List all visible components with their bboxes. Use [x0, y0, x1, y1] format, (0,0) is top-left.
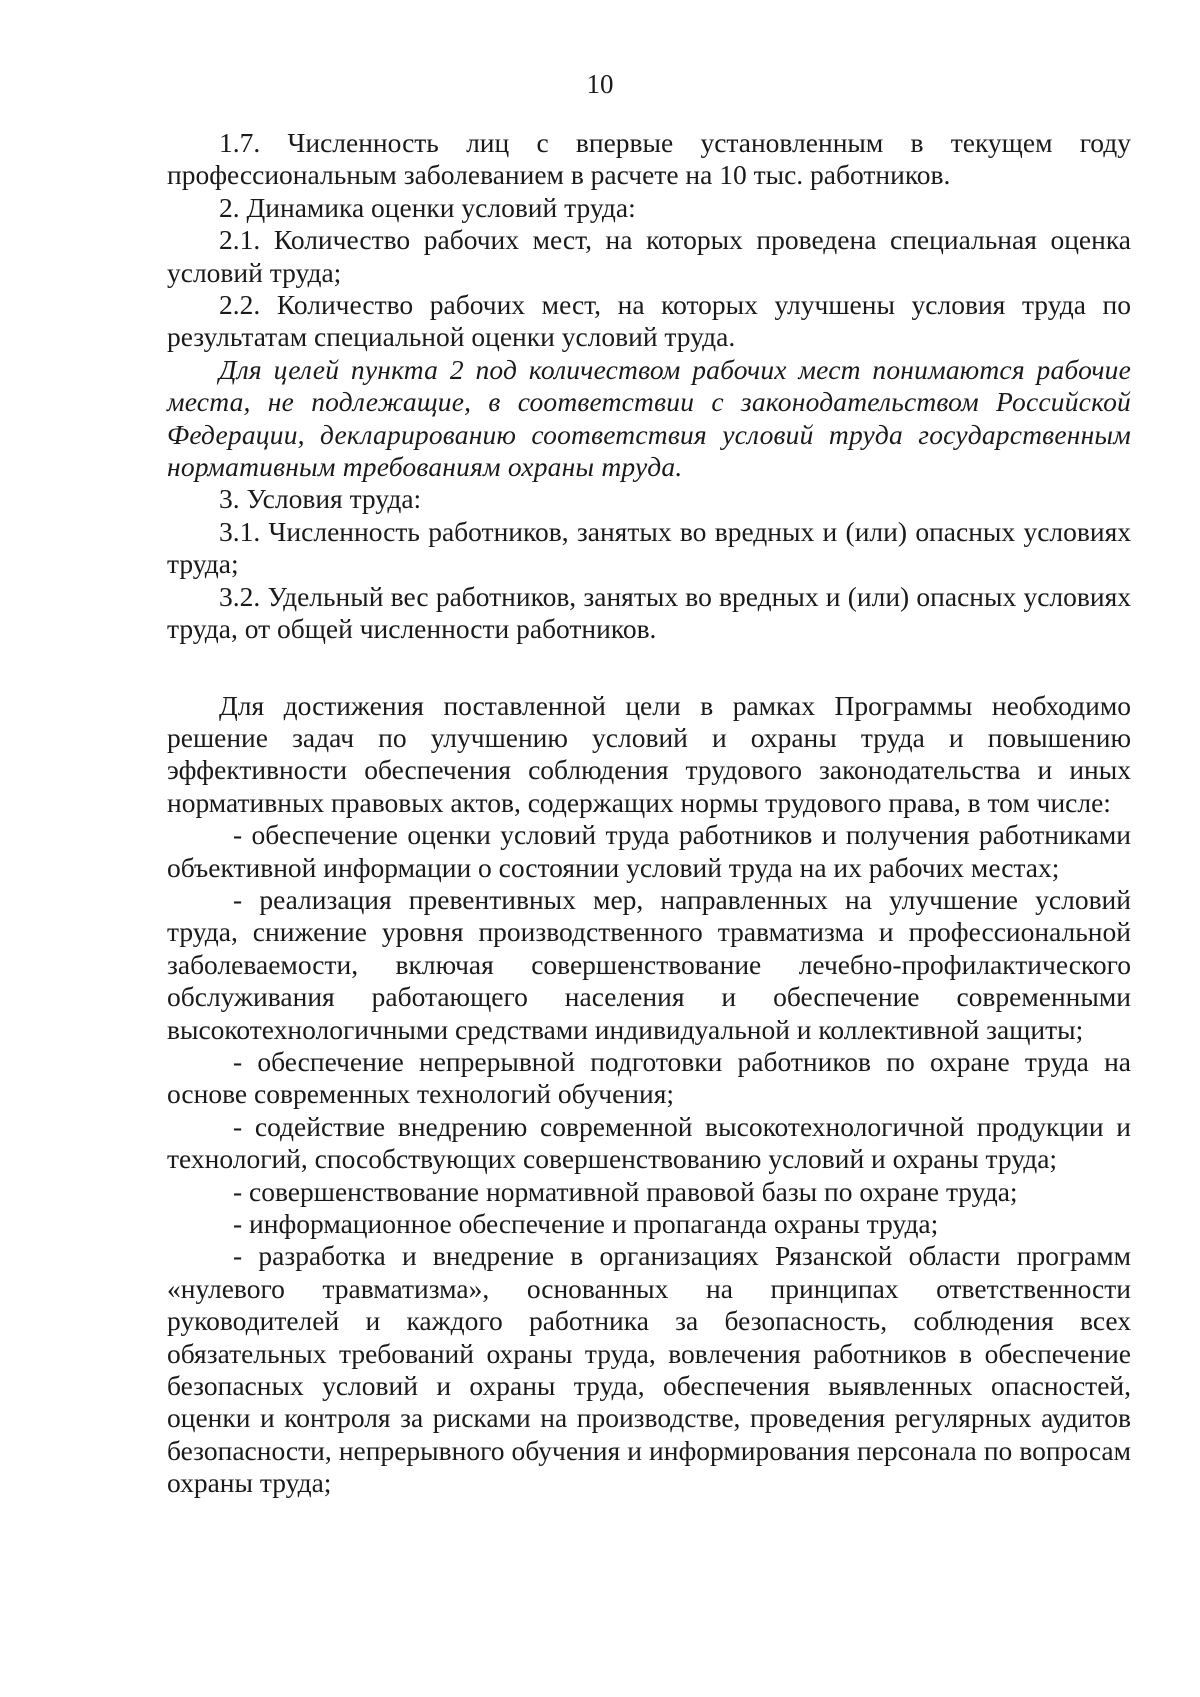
- task-list-item: - совершенствование нормативной правовой базы по охране труда;: [233, 1175, 1018, 1207]
- indicator-paragraph: 2.2. Количество рабочих мест, на которых улучшены условия труда по результатам специальной оценки условий труда.: [167, 289, 1131, 353]
- document-body: [167, 127, 1131, 1500]
- task-list-item: - разработка и внедрение в организациях Рязанской области программ «нулевого травматизма», основанных на принципах ответственности руководителей и каждого работника за безопасность, соблюдения всех обязательных требований охраны труда, вовлечения работников в обеспечение безопасных условий и охраны труда, обеспечения выявленных опасностей, оценки и контроля за рисками на производстве, проведения регулярных аудитов безопасности, непрерывного обучения и информирования персонала по вопросам охраны труда;: [167, 1240, 1131, 1499]
- italic-note: Для целей пункта 2 под количеством рабочих мест понимаются рабочие места, не подлежащие, в соответствии с законодательством Российской Федерации, декларированию соответствия условий труда государственным нормативным требованиям охраны труда.: [167, 353, 1131, 483]
- task-list-item: - информационное обеспечение и пропаганда охраны труда;: [233, 1208, 939, 1239]
- indicator-paragraph: 2.1. Количество рабочих мест, на которых проведена специальная оценка условий труда;: [167, 224, 1131, 288]
- task-list-item: - содействие внедрению современной высокотехнологичной продукции и технологий, способствующих совершенствованию условий и охраны труда;: [167, 1110, 1131, 1175]
- intro-paragraph: Для достижения поставленной цели в рамках Программы необходимо решение задач по улучшению условий и охраны труда и повышению эффективности обеспечения соблюдения трудового законодательства и иных нормативных правовых актов, содержащих нормы трудового права, в том числе:: [167, 689, 1131, 818]
- page-number: 10: [586, 69, 614, 99]
- conditions-paragraph: 3.2. Удельный вес работников, занятых во вредных и (или) опасных условиях труда, от общей численности работников.: [167, 580, 1131, 645]
- task-list-item: - обеспечение непрерывной подготовки работников по охране труда на основе современных технологий обучения;: [167, 1045, 1131, 1110]
- paragraph-spacer: [167, 646, 1131, 690]
- task-list-item: - реализация превентивных мер, направленных на улучшение условий труда, снижение уровня производственного травматизма и профессиональной заболеваемости, включая совершенствование лечебно-профилактического обслуживания работающего населения и обеспечение современными высокотехнологичными средствами индивидуальной и коллективной защиты;: [167, 883, 1131, 1045]
- conditions-paragraph: 3. Условия труда:: [219, 483, 422, 515]
- indicator-paragraph: 2. Динамика оценки условий труда:: [219, 191, 636, 223]
- conditions-paragraph: 3.1. Численность работников, занятых во вредных и (или) опасных условиях труда;: [167, 515, 1131, 580]
- indicator-paragraph: 1.7. Численность лиц с впервые установленным в текущем году профессиональным заболеванием в расчете на 10 тыс. работников.: [167, 127, 1131, 191]
- task-list-item: - обеспечение оценки условий труда работников и получения работниками объективной информации о состоянии условий труда на их рабочих местах;: [167, 819, 1131, 883]
